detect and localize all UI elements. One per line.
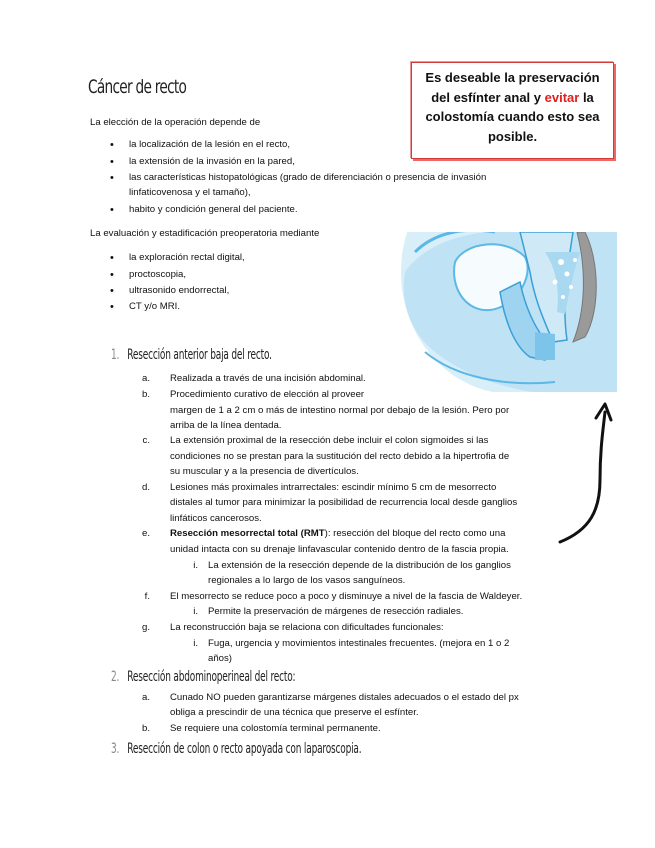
list-item: • la localización de la lesión en el recto, bbox=[129, 137, 290, 153]
list-item: d. Lesiones más proximales intrarrectales: escindir mínimo 5 cm de mesorrecto bbox=[141, 482, 497, 493]
section-heading-1: 1. Resección anterior baja del recto. bbox=[111, 347, 272, 363]
list-item: • proctoscopia, bbox=[129, 267, 186, 283]
section-heading-3: 3. Resección de colon o recto apoyada con laparoscopia. bbox=[111, 741, 362, 757]
list-item-continuation: obliga a prescindir de una técnica que preserve el esfínter. bbox=[170, 707, 419, 718]
rectum-anatomy-illustration bbox=[395, 232, 617, 392]
list-item: f. El mesorrecto se reduce poco a poco y disminuye a nivel de la fascia de Waldeyer. bbox=[144, 591, 523, 602]
list-item-continuation: condiciones no se prestan para la sustitución del recto debido a la hipertrofia de bbox=[170, 451, 510, 462]
list-item-continuation: unidad intacta con su drenaje linfavascular contenido dentro de la fascia propia. bbox=[170, 544, 509, 555]
callout-part2: la colostomía cuando esto sea posible. bbox=[425, 89, 600, 144]
list-item-continuation: linfaticovenosa y el tamaño), bbox=[129, 187, 251, 198]
page-title: Cáncer de recto bbox=[88, 76, 187, 98]
sub-list-item: i. Fuga, urgencia y movimientos intestinales frecuentes. (mejora en 1 o 2 bbox=[193, 638, 510, 649]
list-item: b. Procedimiento curativo de elección al proveer bbox=[141, 389, 365, 400]
callout-part1: Es deseable la preservación del esfínter anal y bbox=[425, 70, 600, 105]
sub-list-item: i. La extensión de la resección depende de la distribución de los ganglios bbox=[193, 560, 511, 571]
callout-box bbox=[411, 62, 614, 159]
list-item: g. La reconstrucción baja se relaciona con dificultades funcionales: bbox=[141, 622, 444, 633]
list-item: • la exploración rectal digital, bbox=[129, 250, 245, 266]
arrow-icon bbox=[545, 400, 615, 550]
list-item: • CT y/o MRI. bbox=[129, 299, 180, 315]
sub-list-item-continuation: años) bbox=[208, 653, 232, 664]
callout-text bbox=[412, 63, 613, 146]
list-item: • habito y condición general del paciente. bbox=[129, 202, 298, 218]
list-item-continuation: linfáticos cancerosos. bbox=[170, 513, 262, 524]
list-item: a. Cunado NO pueden garantizarse márgenes distales adecuados o el estado del px bbox=[141, 692, 519, 703]
list-item: b. Se requiere una colostomía terminal permanente. bbox=[141, 723, 381, 734]
sub-list-item: i. Permite la preservación de márgenes de resección radiales. bbox=[193, 606, 464, 617]
list-item: • las características histopatológicas (grado de diferenciación o presencia de invasión bbox=[129, 170, 486, 186]
section-heading-2: 2. Resección abdominoperineal del recto: bbox=[111, 669, 296, 685]
sub-list-item-continuation: regionales a lo largo de los vasos sanguíneos. bbox=[208, 575, 406, 586]
intro-text-1: La elección de la operación depende de bbox=[90, 117, 261, 128]
list-item-continuation: arriba de la línea dentada. bbox=[170, 420, 282, 431]
list-item: • ultrasonido endorrectal, bbox=[129, 283, 229, 299]
list-item: c. La extensión proximal de la resección debe incluir el colon sigmoides si las bbox=[142, 435, 489, 446]
list-item: e. Resección mesorrectal total (RMT): resección del bloque del recto como una bbox=[141, 528, 506, 539]
list-item: a. Realizada a través de una incisión abdominal. bbox=[141, 373, 366, 384]
intro-text-2: La evaluación y estadificación preoperatoria mediante bbox=[90, 228, 320, 239]
list-item: • la extensión de la invasión en la pared, bbox=[129, 154, 295, 170]
list-item-continuation: margen de 1 a 2 cm o más de intestino normal por debajo de la lesión. Pero por bbox=[170, 405, 510, 416]
list-item-continuation: distales al tumor para minimizar la posibilidad de recurrencia local desde ganglios bbox=[170, 497, 518, 508]
callout-highlight: evitar bbox=[544, 89, 580, 105]
list-item-continuation: su muscular y a la presencia de divertículos. bbox=[170, 466, 359, 477]
